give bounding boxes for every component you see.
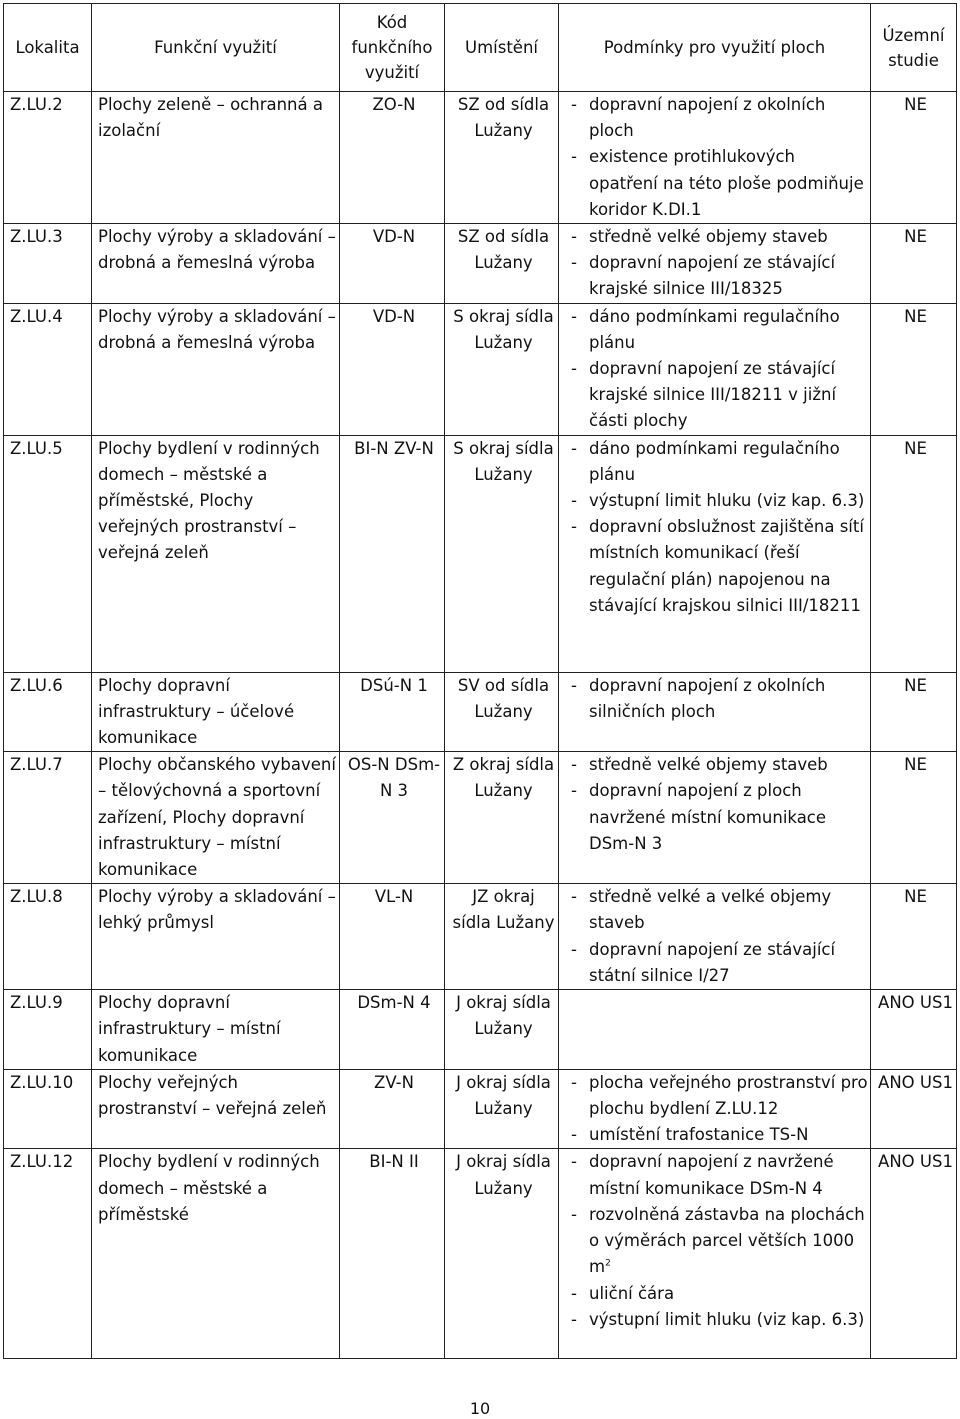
table-row	[4, 990, 957, 1070]
podminky-cell	[559, 224, 871, 304]
table-row	[4, 752, 957, 884]
funkcni-vyuziti-cell: Plochy výroby a skladování – drobná a řemeslná výroba	[92, 224, 340, 304]
funkcni-vyuziti-cell: Plochy občanského vybavení – tělovýchovná a sportovní zařízení, Plochy dopravní infrastruktury – místní komunikace	[92, 752, 340, 884]
podminky-cell	[559, 303, 871, 435]
podminky-cell	[559, 1069, 871, 1149]
funkcni-vyuziti-cell: Plochy veřejných prostranství – veřejná zeleň	[92, 1069, 340, 1149]
podminka-item: - dopravní napojení z okolních ploch	[565, 92, 868, 144]
podminky-list	[565, 224, 868, 303]
podminky-list	[565, 304, 868, 435]
podminka-item: - dáno podmínkami regulačního plánu	[565, 304, 868, 356]
funkcni-vyuziti-cell: Plochy bydlení v rodinných domech – městské a příměstské	[92, 1149, 340, 1359]
podminka-item: - dopravní napojení z navržené místní komunikace DSm-N 4	[565, 1149, 868, 1201]
table-row	[4, 224, 957, 304]
podminky-cell	[559, 884, 871, 990]
funkcni-vyuziti-cell: Plochy výroby a skladování – lehký průmysl	[92, 884, 340, 990]
lokalita-cell: Z.LU.5	[4, 435, 92, 672]
page-number: 10	[469, 1399, 491, 1418]
podminky-list	[565, 436, 868, 619]
table-row	[4, 884, 957, 990]
lokalita-cell: Z.LU.12	[4, 1149, 92, 1359]
lokalita-cell: Z.LU.4	[4, 303, 92, 435]
podminky-list	[565, 1149, 868, 1332]
lokalita-cell: Z.LU.9	[4, 990, 92, 1070]
lokalita-cell: Z.LU.8	[4, 884, 92, 990]
umisteni-cell: SV od sídla Lužany	[445, 672, 559, 752]
podminka-item: - dopravní napojení z ploch navržené místní komunikace DSm-N 3	[565, 778, 868, 857]
uzemni-studie-cell: ANO US1	[871, 990, 957, 1070]
table-row	[4, 1069, 957, 1149]
funkcni-vyuziti-cell: Plochy zeleně – ochranná a izolační	[92, 92, 340, 224]
umisteni-cell: S okraj sídla Lužany	[445, 435, 559, 672]
podminka-item: - dáno podmínkami regulačního plánu	[565, 436, 868, 488]
podminka-item: - rozvolněná zástavba na plochách o výměrách parcel větších 1000 $m^2$	[565, 1202, 868, 1281]
table-row	[4, 672, 957, 752]
podminka-item: - existence protihlukových opatření na této ploše podmiňuje koridor K.DI.1	[565, 144, 868, 223]
podminka-item: - dopravní napojení ze stávající krajské silnice III/18325	[565, 250, 868, 302]
podminka-item: - výstupní limit hluku (viz kap. 6.3)	[565, 488, 868, 514]
funkcni-vyuziti-cell: Plochy dopravní infrastruktury – místní komunikace	[92, 990, 340, 1070]
podminka-item: - dopravní obslužnost zajištěna sítí místních komunikací (řeší regulační plán) napojenou na stávající krajskou silnici III/18211	[565, 514, 868, 619]
podminka-item: - plocha veřejného prostranství pro plochu bydlení Z.LU.12	[565, 1070, 868, 1122]
uzemni-studie-cell: NE	[871, 435, 957, 672]
podminka-item: - dopravní napojení z okolních silničních ploch	[565, 673, 868, 725]
header-row	[4, 4, 957, 92]
podminka-item: - uliční čára	[565, 1281, 868, 1307]
uzemni-studie-cell: NE	[871, 92, 957, 224]
umisteni-cell: Z okraj sídla Lužany	[445, 752, 559, 884]
table-row	[4, 435, 957, 672]
umisteni-cell: J okraj sídla Lužany	[445, 1069, 559, 1149]
uzemni-studie-cell: NE	[871, 884, 957, 990]
funkcni-vyuziti-cell: Plochy výroby a skladování – drobná a řemeslná výroba	[92, 303, 340, 435]
umisteni-cell: J okraj sídla Lužany	[445, 990, 559, 1070]
lokalita-cell: Z.LU.7	[4, 752, 92, 884]
umisteni-cell: S okraj sídla Lužany	[445, 303, 559, 435]
podminky-list	[565, 673, 868, 725]
lokalita-cell: Z.LU.3	[4, 224, 92, 304]
kod-cell: VD-N	[340, 303, 445, 435]
podminka-item: - středně velké objemy staveb	[565, 224, 868, 250]
uzemni-studie-cell: NE	[871, 752, 957, 884]
header-umisteni: Umístění	[445, 4, 559, 92]
kod-cell: OS-N DSm-N 3	[340, 752, 445, 884]
superscript-m2: 2	[605, 1258, 611, 1269]
podminky-cell	[559, 1149, 871, 1359]
podminky-cell	[559, 672, 871, 752]
kod-cell: ZO-N	[340, 92, 445, 224]
kod-cell: DSú-N 1	[340, 672, 445, 752]
podminka-item: - výstupní limit hluku (viz kap. 6.3)	[565, 1307, 868, 1333]
header-lokalita: Lokalita	[4, 4, 92, 92]
header-podminky: Podmínky pro využití ploch	[559, 4, 871, 92]
funkcni-vyuziti-cell: Plochy dopravní infrastruktury – účelové komunikace	[92, 672, 340, 752]
umisteni-cell: SZ od sídla Lužany	[445, 224, 559, 304]
podminka-item: - středně velké objemy staveb	[565, 752, 868, 778]
table-row	[4, 1149, 957, 1359]
kod-cell: VL-N	[340, 884, 445, 990]
uzemni-studie-cell: ANO US1	[871, 1069, 957, 1149]
table-row	[4, 92, 957, 224]
podminka-item: - dopravní napojení ze stávající krajské silnice III/18211 v jižní části plochy	[565, 356, 868, 435]
lokalita-cell: Z.LU.2	[4, 92, 92, 224]
umisteni-cell: JZ okraj sídla Lužany	[445, 884, 559, 990]
podminky-cell	[559, 990, 871, 1070]
table-row	[4, 303, 957, 435]
podminky-list	[565, 752, 868, 857]
uzemni-studie-cell: NE	[871, 672, 957, 752]
zastavitelne-plochy-table	[3, 3, 957, 1359]
lokalita-cell: Z.LU.6	[4, 672, 92, 752]
uzemni-studie-cell: NE	[871, 303, 957, 435]
header-uzemni-studie: Územní studie	[871, 4, 957, 92]
kod-cell: VD-N	[340, 224, 445, 304]
kod-cell: BI-N II	[340, 1149, 445, 1359]
podminky-list	[565, 884, 868, 989]
podminky-cell	[559, 752, 871, 884]
uzemni-studie-cell: ANO US1	[871, 1149, 957, 1359]
header-kod: Kód funkčního využití	[340, 4, 445, 92]
kod-cell: ZV-N	[340, 1069, 445, 1149]
funkcni-vyuziti-cell: Plochy bydlení v rodinných domech – městské a příměstské, Plochy veřejných prostranství – veřejná zeleň	[92, 435, 340, 672]
lokalita-cell: Z.LU.10	[4, 1069, 92, 1149]
umisteni-cell: SZ od sídla Lužany	[445, 92, 559, 224]
uzemni-studie-cell: NE	[871, 224, 957, 304]
podminky-list	[565, 1070, 868, 1149]
podminky-list	[565, 92, 868, 223]
umisteni-cell: J okraj sídla Lužany	[445, 1149, 559, 1359]
kod-cell: DSm-N 4	[340, 990, 445, 1070]
podminky-cell	[559, 435, 871, 672]
header-funkcni-vyuziti: Funkční využití	[92, 4, 340, 92]
podminka-item: - dopravní napojení ze stávající státní silnice I/27	[565, 937, 868, 989]
podminka-item: - středně velké a velké objemy staveb	[565, 884, 868, 936]
podminka-item: - umístění trafostanice TS-N	[565, 1122, 868, 1148]
kod-cell: BI-N ZV-N	[340, 435, 445, 672]
podminky-cell	[559, 92, 871, 224]
